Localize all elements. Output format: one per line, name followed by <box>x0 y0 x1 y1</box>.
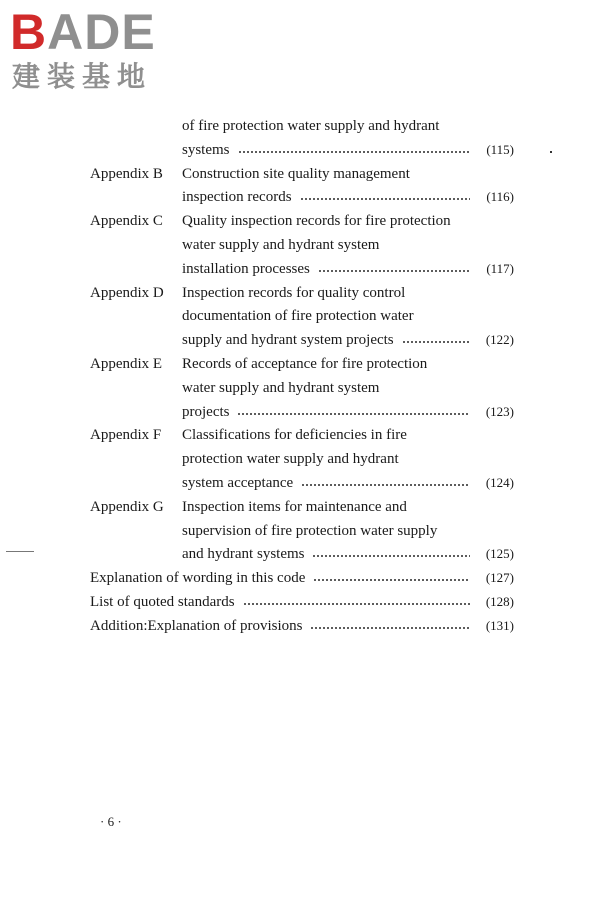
toc-entry-text: supply and hydrant system projects <box>182 332 394 349</box>
toc-entry-text: supervision of fire protection water supply <box>182 522 438 539</box>
toc-entry-text: inspection records <box>182 189 292 206</box>
toc-entry-text: and hydrant systems <box>182 546 305 563</box>
page-number: · 6 · <box>100 814 122 829</box>
toc-appendix-label: Appendix D <box>90 284 164 301</box>
toc-appendix-label: Appendix F <box>90 427 162 444</box>
toc-entry-text: installation processes <box>182 260 310 277</box>
toc-dot-leader <box>312 555 470 557</box>
toc-entry-text: Addition:Explanation of provisions <box>90 617 303 634</box>
logo-wordmark-rest: ADE <box>47 4 156 60</box>
toc-entry-text: Classifications for deficiencies in fire <box>182 427 407 444</box>
toc-entry-text: water supply and hydrant system <box>182 237 380 253</box>
margin-line <box>6 551 34 552</box>
toc-page-number: (124) <box>485 475 514 490</box>
toc-entry-text: List of quoted standards <box>90 594 235 610</box>
toc-entry-text: Explanation of wording in this code <box>90 570 306 587</box>
toc-appendix-label: Appendix G <box>90 498 164 515</box>
logo-subtitle: 建装基地 <box>12 60 153 93</box>
logo-wordmark-accent: B <box>10 4 48 60</box>
toc-entry-text: documentation of fire protection water <box>182 308 414 325</box>
toc-dot-leader <box>237 413 470 415</box>
toc-dot-leader <box>243 603 470 605</box>
toc-page-number: (128) <box>485 594 514 609</box>
toc-entry-text: Records of acceptance for fire protection <box>182 356 428 372</box>
toc-page-number: (116) <box>486 189 514 205</box>
toc-page-number: (131) <box>485 617 514 633</box>
toc-page-number: (122) <box>485 332 514 348</box>
toc-entry-text: protection water supply and hydrant <box>182 451 399 468</box>
toc-entry-text: Construction site quality management <box>182 165 410 182</box>
toc-dot-leader <box>301 484 470 486</box>
toc-appendix-label: Appendix B <box>90 165 163 182</box>
toc-entry-text: projects <box>182 403 230 420</box>
toc-dot-leader <box>310 627 470 629</box>
toc-entry-text: Inspection items for maintenance and <box>182 498 407 515</box>
toc-page-number: (115) <box>486 141 514 157</box>
toc-appendix-label: Appendix E <box>90 356 163 372</box>
margin-dot <box>550 151 552 153</box>
toc-dot-leader <box>238 151 470 153</box>
toc-page-number: (125) <box>485 546 514 562</box>
toc-page-number: (117) <box>486 260 514 276</box>
toc-appendix-label: Appendix C <box>90 213 163 230</box>
toc-entry-text: systems <box>182 141 230 158</box>
toc-dot-leader <box>313 579 470 581</box>
toc-page-number: (123) <box>485 403 514 419</box>
toc-page-number: (127) <box>485 570 514 586</box>
toc-dot-leader <box>402 341 470 343</box>
toc-entry-text: of fire protection water supply and hydrant <box>182 118 440 134</box>
toc-dot-leader <box>300 198 470 200</box>
toc-entry-text: system acceptance <box>182 475 294 491</box>
toc-entry-text: Inspection records for quality control <box>182 284 406 301</box>
toc-entry-text: water supply and hydrant system <box>182 379 380 396</box>
toc-dot-leader <box>318 270 470 272</box>
toc-entry-text: Quality inspection records for fire protection <box>182 213 451 230</box>
